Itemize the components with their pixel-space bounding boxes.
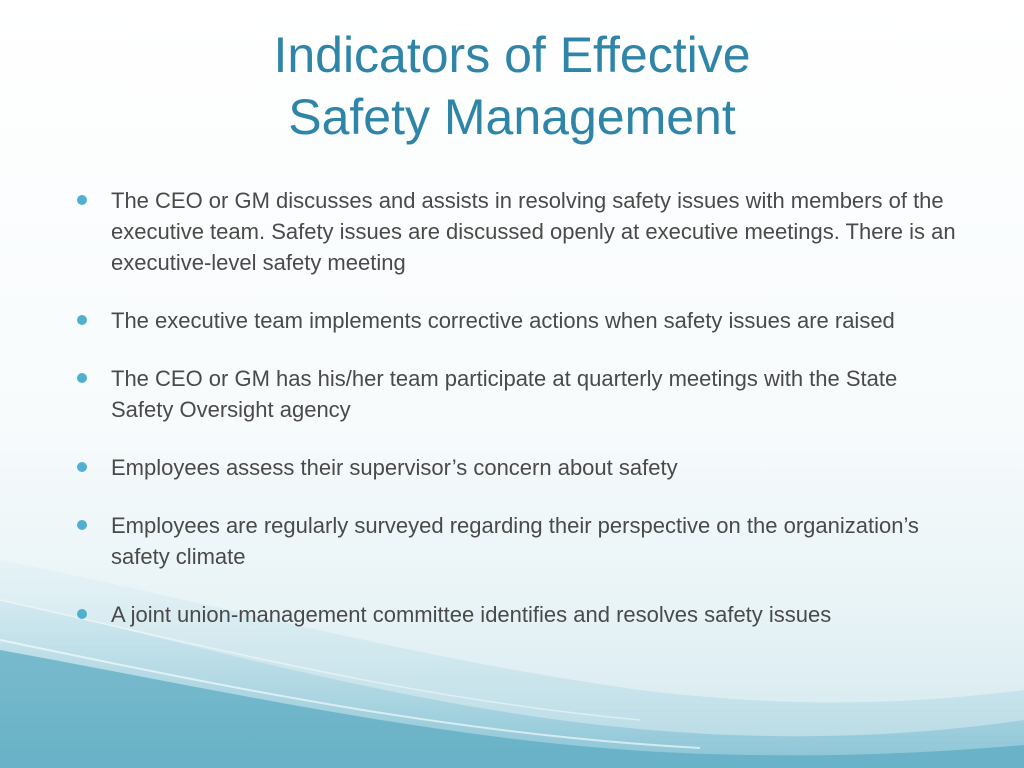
bullet-item (74, 452, 964, 483)
bullet-text: The CEO or GM has his/her team participate at quarterly meetings with the State Safety Oversight agency (111, 366, 898, 422)
bullet-item (74, 599, 964, 630)
round-bullet-icon (77, 609, 87, 619)
round-bullet-icon (77, 195, 87, 205)
title-line-2: Safety Management (288, 89, 736, 145)
bullet-list (74, 185, 964, 657)
slide-title (0, 24, 1024, 148)
round-bullet-icon (77, 520, 87, 530)
bullet-text: Employees are regularly surveyed regarding their perspective on the organization’s safety climate (111, 513, 919, 569)
round-bullet-icon (77, 462, 87, 472)
bullet-text: A joint union-management committee identifies and resolves safety issues (111, 602, 832, 627)
bullet-text: The executive team implements corrective actions when safety issues are raised (111, 308, 895, 333)
round-bullet-icon (77, 315, 87, 325)
bullet-item (74, 185, 964, 278)
bullet-item (74, 305, 964, 336)
bullet-text: The CEO or GM discusses and assists in resolving safety issues with members of the executive team. Safety issues are discussed openly at executive meetings. There is an executive-level safety meeting (111, 188, 956, 275)
bullet-item (74, 363, 964, 425)
bullet-item (74, 510, 964, 572)
round-bullet-icon (77, 373, 87, 383)
title-line-1: Indicators of Effective (273, 27, 751, 83)
bullet-text: Employees assess their supervisor’s concern about safety (111, 455, 678, 480)
